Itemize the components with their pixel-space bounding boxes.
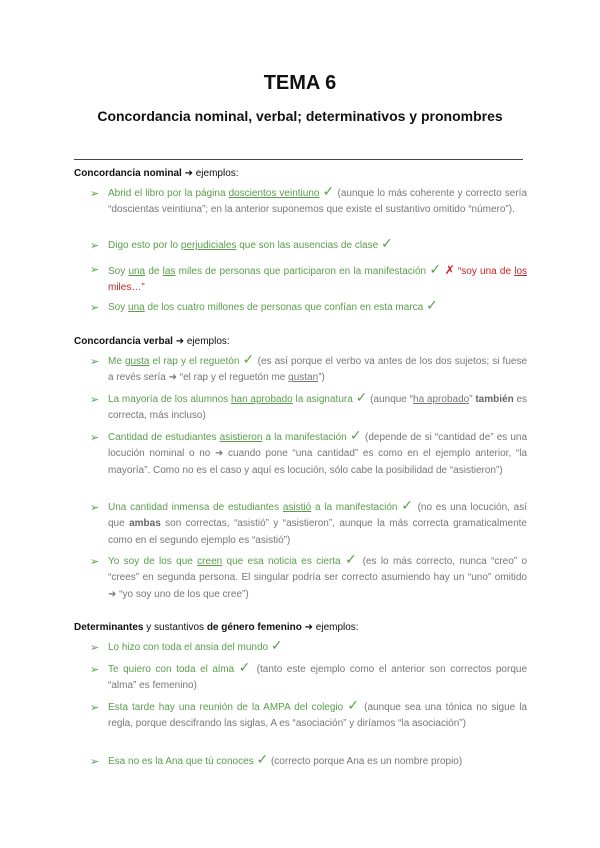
example-text: a la manifestación xyxy=(262,432,347,443)
check-icon: ✓ xyxy=(344,551,359,567)
underlined-word: perjudiciales xyxy=(180,240,237,251)
heading-mid: y sustantivos xyxy=(143,622,207,633)
example-text: Soy xyxy=(108,266,129,277)
underlined-word: doscientos veintiuno xyxy=(228,188,320,199)
incorrect-text: “soy una de xyxy=(457,266,515,277)
divider xyxy=(74,159,523,160)
list-item xyxy=(90,659,528,695)
incorrect-underlined: los xyxy=(514,266,528,277)
comment-text: (no es una locución, así que xyxy=(108,502,528,530)
comment-text: (es lo más correcto, nunca “creo” o “crees” en segunda persona. El singular podría ser correcto asumiendo hay un “uno” omitido ➜ “yo soy uno de los que cree”) xyxy=(108,556,528,600)
heading-rest: ➜ ejemplos: xyxy=(181,168,239,179)
bullet-arrow-icon: ➢ xyxy=(90,240,100,252)
bullet-arrow-icon: ➢ xyxy=(90,642,100,654)
comment-underlined: ha aprobado xyxy=(413,394,470,405)
heading-rest: ➜ ejemplos: xyxy=(172,336,230,347)
example-text: Yo soy de los que xyxy=(108,556,198,567)
example-text: que esa noticia es cierta xyxy=(222,556,341,567)
bullet-arrow-icon: ➢ xyxy=(90,264,100,276)
example-text: Cantidad de estudiantes xyxy=(108,432,220,443)
page-title: TEMA 6 xyxy=(263,72,337,94)
example-text: de xyxy=(145,266,163,277)
comment-text: (aunque “ xyxy=(367,394,414,405)
example-text: Esta tarde hay una reunión de la AMPA del colegio xyxy=(108,702,344,713)
underlined-word: asistieron xyxy=(219,432,263,443)
section-heading-nominal xyxy=(74,168,239,179)
section-heading-determinantes xyxy=(74,622,359,633)
check-icon: ✓ xyxy=(256,751,269,767)
comment-text: es correcta, más incluso) xyxy=(108,394,528,422)
example-text: Esa no es la Ana que tú conoces xyxy=(108,756,254,767)
section-heading-verbal xyxy=(74,336,230,347)
example-text: Una cantidad inmensa de estudiantes xyxy=(108,502,283,513)
list-item xyxy=(90,389,528,425)
bullet-arrow-icon: ➢ xyxy=(90,664,100,676)
heading-bold: Determinantes xyxy=(74,622,144,633)
bullet-arrow-icon: ➢ xyxy=(90,556,100,568)
list-item xyxy=(90,751,527,770)
bullet-arrow-icon: ➢ xyxy=(90,356,100,368)
check-icon: ✓ xyxy=(380,235,393,251)
bullet-arrow-icon: ➢ xyxy=(90,756,100,768)
heading-bold: de género femenino xyxy=(206,622,302,633)
check-icon: ✓ xyxy=(349,427,362,443)
example-text: la asignatura xyxy=(292,394,353,405)
list-item xyxy=(90,262,527,297)
example-text: Me xyxy=(108,356,125,367)
comment-bold: también xyxy=(475,394,514,405)
bullet-arrow-icon: ➢ xyxy=(90,702,100,714)
heading-rest: ➜ ejemplos: xyxy=(301,622,359,633)
comment-text: (aunque sea una tónica no sigue la regla, porque descifrando las siglas, A es “asociación” y diríamos “la asociación”) xyxy=(108,702,527,730)
underlined-word: una xyxy=(128,302,145,313)
underlined-word: han aprobado xyxy=(230,394,293,405)
comment-text: son correctas, “asistió” y “asistieron”, aunque la más correcta gramaticalmente como en el segundo ejemplo es “asistió”) xyxy=(108,518,527,546)
page-subtitle: Concordancia nominal, verbal; determinativos y pronombres xyxy=(97,108,503,124)
list-item xyxy=(90,235,527,254)
list-item xyxy=(90,497,528,549)
bullet-arrow-icon: ➢ xyxy=(90,188,100,200)
example-text: Soy xyxy=(108,302,129,313)
comment-underlined: gustan xyxy=(288,372,319,384)
check-icon: ✓ xyxy=(322,183,335,199)
bullet-arrow-icon: ➢ xyxy=(90,394,100,406)
example-text: Abrid el libro por la página xyxy=(108,188,229,199)
check-icon: ✓ xyxy=(238,659,253,675)
check-icon: ✓ xyxy=(429,261,442,277)
bullet-arrow-icon: ➢ xyxy=(90,502,100,514)
example-text: a la manifestación xyxy=(311,502,398,513)
underlined-word: asistió xyxy=(282,502,312,513)
heading-bold: Concordancia verbal xyxy=(74,336,173,347)
comment-text: (tanto este ejemplo como el anterior son correctos porque “alma” es femenino) xyxy=(108,664,528,692)
check-icon: ✓ xyxy=(270,637,283,653)
underlined-word: una xyxy=(128,266,146,277)
underlined-word: creen xyxy=(197,556,223,567)
list-item xyxy=(90,427,528,479)
example-text: que son las ausencias de clase xyxy=(236,240,379,251)
list-item xyxy=(90,297,527,316)
example-text: el rap y el reguetón xyxy=(149,356,240,367)
comment-text: (depende de si “cantidad de” es una locución nominal o no ➜ cuando pone “una cantidad” es como en el ejemplo anterior, “la mayoría”. Como no es el caso y aquí es locución, sólo cabe la posibilidad de “asistieron”) xyxy=(108,432,528,476)
example-text: Lo hizo con toda el ansia del mundo xyxy=(108,642,269,653)
example-text: miles de personas que participaron en la manifestación xyxy=(175,266,427,277)
comment-text: (es así porque el verbo va antes de los dos sujetos; si fuese a revés sería ➜ “el rap y el reguetón me xyxy=(108,356,528,384)
check-icon: ✓ xyxy=(242,351,255,367)
list-item xyxy=(90,697,527,733)
check-icon: ✓ xyxy=(355,389,368,405)
underlined-word: gusta xyxy=(124,356,150,367)
underlined-word: las xyxy=(162,266,176,277)
check-icon: ✓ xyxy=(401,497,414,513)
comment-text: ”) xyxy=(318,372,325,384)
heading-bold: Concordancia nominal xyxy=(74,168,182,179)
example-text: Digo esto por lo xyxy=(108,240,181,251)
comment-bold: ambas xyxy=(129,518,161,530)
list-item xyxy=(90,637,527,656)
check-icon: ✓ xyxy=(425,297,438,313)
bullet-arrow-icon: ➢ xyxy=(90,302,100,314)
cross-icon: ✗ xyxy=(444,263,455,277)
comment-text: (aunque lo más coherente y correcto sería “doscientas veintiuna”; en la anterior suponemos que existe el sustantivo omitido “número”). xyxy=(108,188,528,216)
comment-text: ” xyxy=(469,394,476,405)
check-icon: ✓ xyxy=(347,697,361,713)
incorrect-text: miles…” xyxy=(108,282,145,294)
list-item xyxy=(90,183,528,219)
comment-text: (correcto porque Ana es un nombre propio) xyxy=(268,756,463,767)
example-text: de los cuatro millones de personas que confían en esta marca xyxy=(144,302,424,313)
list-item xyxy=(90,351,528,387)
list-item xyxy=(90,551,528,603)
bullet-arrow-icon: ➢ xyxy=(90,432,100,444)
example-text: La mayoría de los alumnos xyxy=(108,394,231,405)
example-text: Te quiero con toda el alma xyxy=(108,664,235,675)
